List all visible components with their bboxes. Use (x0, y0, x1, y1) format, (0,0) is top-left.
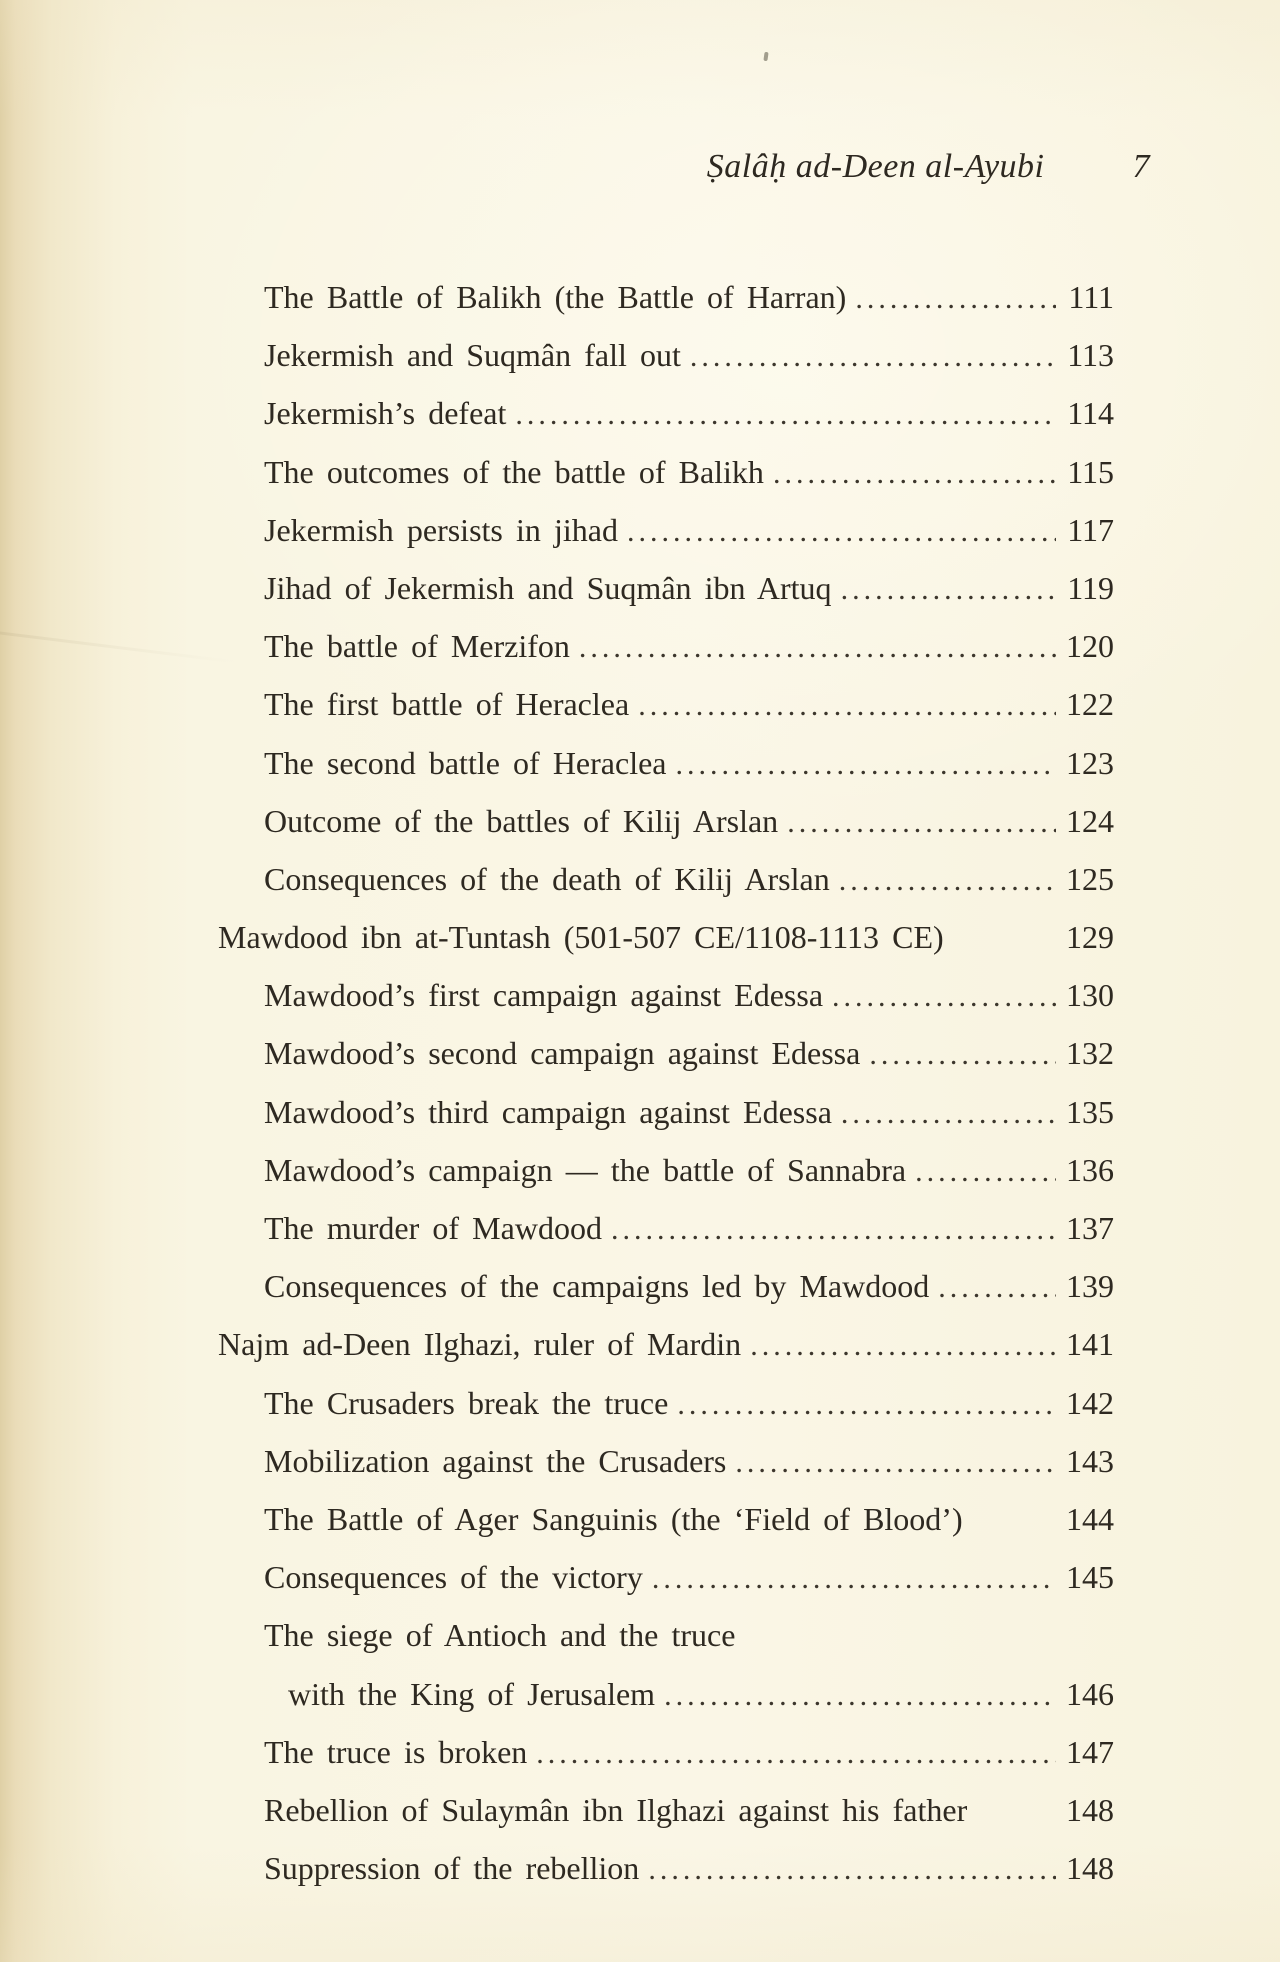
toc-entry-page-number: 117 (1067, 511, 1114, 548)
toc-entry (218, 268, 1114, 326)
dot-leader (938, 1257, 1056, 1317)
toc-entry-title: Jihad of Jekermish and Suqmân ibn Artuq (264, 569, 832, 606)
toc-entry-page-number: 136 (1066, 1151, 1114, 1188)
toc-entry (218, 1839, 1114, 1897)
dot-leader (690, 326, 1056, 386)
toc-entry-title: Rebellion of Sulaymân ibn Ilghazi against his father (264, 1791, 968, 1828)
dot-leader (915, 1141, 1056, 1201)
dot-leader (744, 1606, 1056, 1666)
toc-entry-page-number: 124 (1066, 802, 1114, 839)
toc-entry-title: Jekermish persists in jihad (264, 511, 618, 548)
toc-entry-page-number: 146 (1066, 1675, 1114, 1712)
toc-entry-title: The second battle of Heraclea (264, 744, 667, 781)
toc-entry-title: The murder of Mawdood (264, 1210, 602, 1246)
toc-entry-page-number: 125 (1066, 860, 1114, 897)
dot-leader (638, 675, 1056, 735)
toc-entry-title: Mawdood ibn at-Tuntash (501-507 CE/1108-1113 CE) (218, 919, 944, 956)
toc-entry-page-number: 142 (1066, 1384, 1114, 1421)
toc-entry (218, 1083, 1114, 1141)
toc-entry-page-number: 139 (1066, 1268, 1114, 1305)
toc-entry (218, 1374, 1114, 1432)
dot-leader (664, 1665, 1056, 1725)
toc-entry (218, 966, 1114, 1024)
toc-entry-title: The Battle of Ager Sanguinis (the ‘Field of Blood’) (264, 1500, 963, 1537)
toc-entry-title: Suppression of the rebellion (264, 1850, 640, 1887)
toc-entry (218, 908, 1114, 966)
dot-leader (648, 1839, 1056, 1899)
dot-leader (841, 559, 1056, 619)
toc-entry (218, 1548, 1114, 1606)
dot-leader (972, 1490, 1056, 1550)
toc-entry-page-number: 148 (1066, 1791, 1114, 1828)
toc-entry-page-number: 122 (1066, 686, 1114, 723)
toc-entry-title: Mawdood’s third campaign against Edessa (264, 1093, 832, 1130)
running-head (707, 148, 1150, 186)
toc-entry-title: Mawdood’s second campaign against Edessa (264, 1035, 861, 1072)
toc-entry-title: Mobilization against the Crusaders (264, 1442, 727, 1479)
toc-entry-title: Consequences of the campaigns led by Mawdood (264, 1268, 930, 1305)
toc-entry-title: Consequences of the victory (264, 1559, 643, 1596)
dot-leader (627, 501, 1056, 561)
dot-leader (515, 384, 1056, 444)
toc-entry (218, 1490, 1114, 1548)
toc-entry (218, 1723, 1114, 1781)
dot-leader (735, 1432, 1056, 1492)
toc-entry-page-number: 147 (1066, 1733, 1114, 1770)
scan-speck (763, 52, 768, 61)
dot-leader (839, 850, 1056, 910)
dot-leader (832, 966, 1056, 1026)
toc-entry-page-number: 115 (1067, 453, 1114, 490)
toc-entry (218, 501, 1114, 559)
toc-entry-page-number: 141 (1066, 1326, 1114, 1363)
toc-entry-page-number: 132 (1066, 1035, 1114, 1072)
toc-entry-page-number: 135 (1066, 1093, 1114, 1130)
toc-entry-title: The outcomes of the battle of Balikh (264, 453, 764, 490)
toc-entry-page-number: 145 (1066, 1559, 1114, 1596)
toc-entry-title: with the King of Jerusalem (288, 1675, 656, 1712)
toc-entry (218, 734, 1114, 792)
dot-leader (787, 792, 1056, 852)
running-head-title: Ṣalâḥ ad-Deen al-Ayubi (706, 148, 1045, 185)
toc-entry-title: Jekermish and Suqmân fall out (264, 337, 681, 374)
toc-entry-title: The Battle of Balikh (the Battle of Harran) (264, 279, 847, 315)
toc-entry-page-number: 148 (1066, 1850, 1114, 1887)
dot-leader (976, 1781, 1056, 1841)
toc-entry-page-number: 144 (1066, 1500, 1114, 1537)
toc-entry (218, 326, 1114, 384)
toc-entry (218, 559, 1114, 617)
dot-leader (841, 1083, 1056, 1143)
toc-entry-page-number: 129 (1066, 919, 1114, 956)
toc-entry (218, 850, 1114, 908)
dot-leader (677, 1374, 1056, 1434)
toc-entry-page-number: 119 (1067, 569, 1114, 606)
toc-entry (218, 1781, 1114, 1839)
toc-entry-title: Jekermish’s defeat (264, 395, 507, 432)
toc-entry (218, 1199, 1114, 1257)
dot-leader (750, 1315, 1056, 1375)
dot-leader (855, 268, 1056, 328)
toc-entry (218, 1257, 1114, 1315)
toc-entry (218, 1606, 1114, 1664)
toc-entry (218, 1315, 1114, 1373)
toc-entry-title: The Crusaders break the truce (264, 1384, 669, 1421)
toc-entry-title: Outcome of the battles of Kilij Arslan (264, 802, 779, 839)
toc-entry-page-number: 143 (1066, 1442, 1114, 1479)
scan-crease (0, 629, 239, 664)
toc-entry (218, 384, 1114, 442)
dot-leader (676, 734, 1057, 794)
toc-entry-page-number: 130 (1066, 977, 1114, 1014)
toc-entry-title: The siege of Antioch and the truce (264, 1617, 736, 1654)
toc-entry-title: Mawdood’s campaign — the battle of Sannabra (264, 1151, 907, 1188)
toc-entry (218, 1665, 1114, 1723)
toc-entry-title: The first battle of Heraclea (264, 686, 630, 723)
toc-entry (218, 1432, 1114, 1490)
toc-entry (218, 1024, 1114, 1082)
toc-entry (218, 1141, 1114, 1199)
toc-entry-title: The battle of Merzifon (264, 628, 570, 665)
dot-leader (579, 617, 1056, 677)
dot-leader (869, 1024, 1056, 1084)
toc-entry-page-number: 114 (1067, 395, 1114, 432)
toc-entry (218, 792, 1114, 850)
toc-entry-page-number: 120 (1066, 628, 1114, 665)
toc-entry-title: Najm ad-Deen Ilghazi, ruler of Mardin (218, 1326, 742, 1363)
toc-entry-title: Consequences of the death of Kilij Arslan (264, 860, 830, 897)
toc-entry-page-number: 113 (1067, 337, 1114, 374)
table-of-contents (218, 268, 1114, 1897)
dot-leader (536, 1723, 1056, 1783)
dot-leader (652, 1548, 1056, 1608)
dot-leader (953, 908, 1056, 968)
toc-entry-title: Mawdood’s first campaign against Edessa (264, 977, 824, 1014)
toc-entry-page-number: 137 (1066, 1210, 1114, 1246)
toc-entry-page-number: 123 (1066, 744, 1114, 781)
toc-entry-title: The truce is broken (264, 1733, 528, 1770)
running-head-page-number: 7 (1132, 148, 1150, 185)
toc-entry (218, 443, 1114, 501)
toc-entry (218, 617, 1114, 675)
dot-leader (773, 443, 1056, 503)
toc-entry (218, 675, 1114, 733)
dot-leader (611, 1199, 1056, 1259)
toc-entry-page-number: 111 (1068, 279, 1114, 315)
